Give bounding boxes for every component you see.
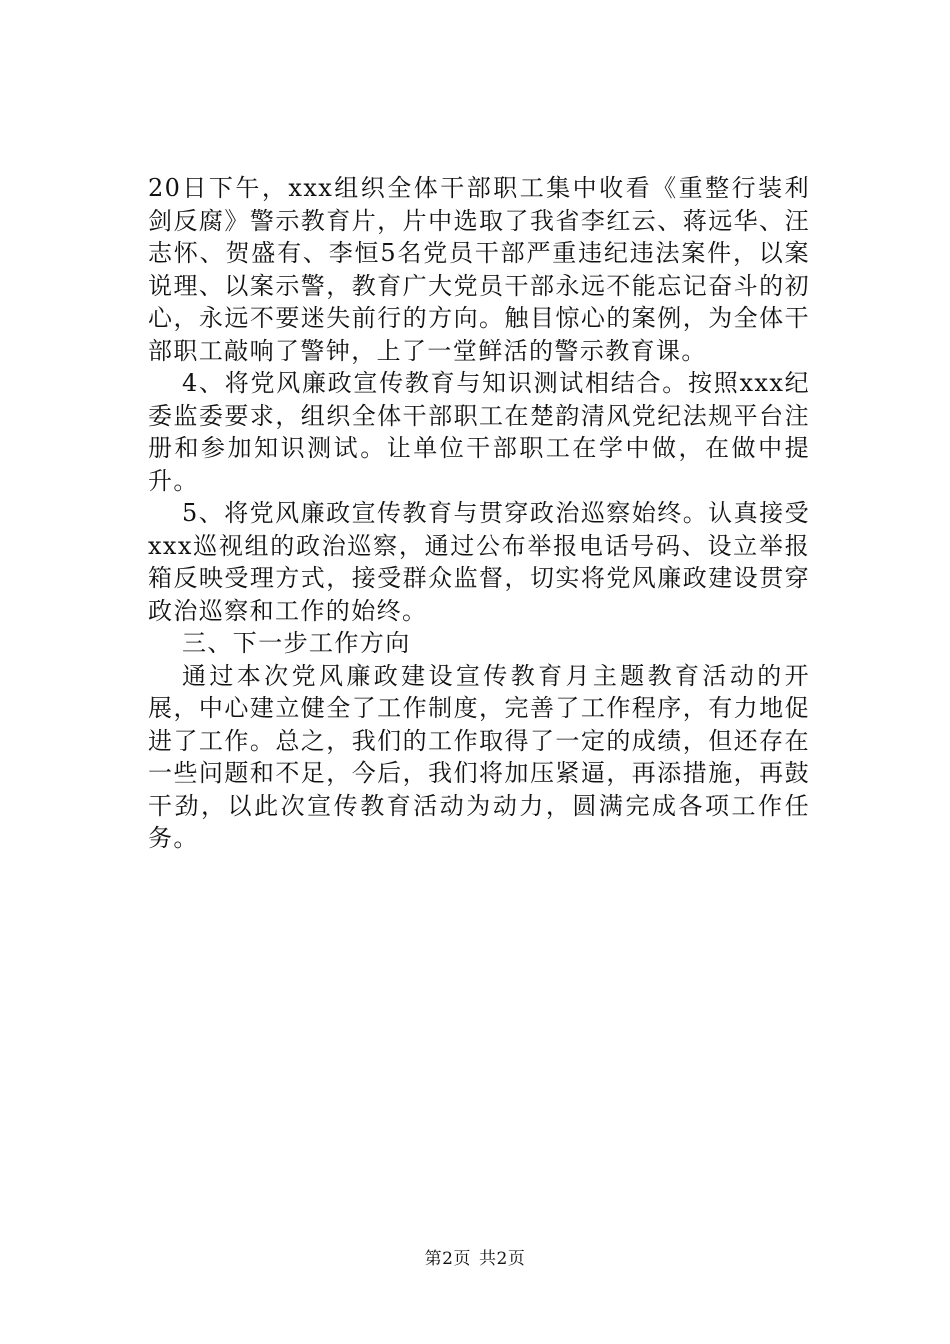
paragraph-knowledge-test: 4、将党风廉政宣传教育与知识测试相结合。按照xxx纪委监委要求，组织全体干部职工在楚韵清风党纪法规平台注册和参加知识测试。让单位干部职工在学中做，在做中提升。: [148, 369, 810, 495]
paragraph-warning-education: 20日下午，xxx组织全体干部职工集中收看《重整行装利剑反腐》警示教育片，片中选取了我省李红云、蒋远华、汪志怀、贺盛有、李恒5名党员干部严重违纪违法案件，以案说理、以案示警，教育广大党员干部永远不能忘记奋斗的初心，永远不要迷失前行的方向。触目惊心的案例，为全体干部职工敲响了警钟，上了一堂鲜活的警示教育课。: [148, 174, 810, 365]
paragraph-political-inspection: 5、将党风廉政宣传教育与贯穿政治巡察始终。认真接受xxx巡视组的政治巡察，通过公布举报电话号码、设立举报箱反映受理方式，接受群众监督，切实将党风廉政建设贯穿政治巡察和工作的始终。: [148, 499, 810, 625]
page-footer: [0, 1244, 950, 1269]
section-heading-next-steps: 三、下一步工作方向: [182, 629, 411, 657]
page-number-current: 第2页: [424, 1249, 471, 1269]
page-number-total: 共2页: [479, 1249, 526, 1269]
document-body: [148, 172, 810, 855]
paragraph-summary: 通过本次党风廉政建设宣传教育月主题教育活动的开展，中心建立健全了工作制度，完善了工作程序，有力地促进了工作。总之，我们的工作取得了一定的成绩，但还存在一些问题和不足，今后，我们将加压紧逼，再添措施，再鼓干劲，以此次宣传教育活动为动力，圆满完成各项工作任务。: [148, 661, 810, 852]
